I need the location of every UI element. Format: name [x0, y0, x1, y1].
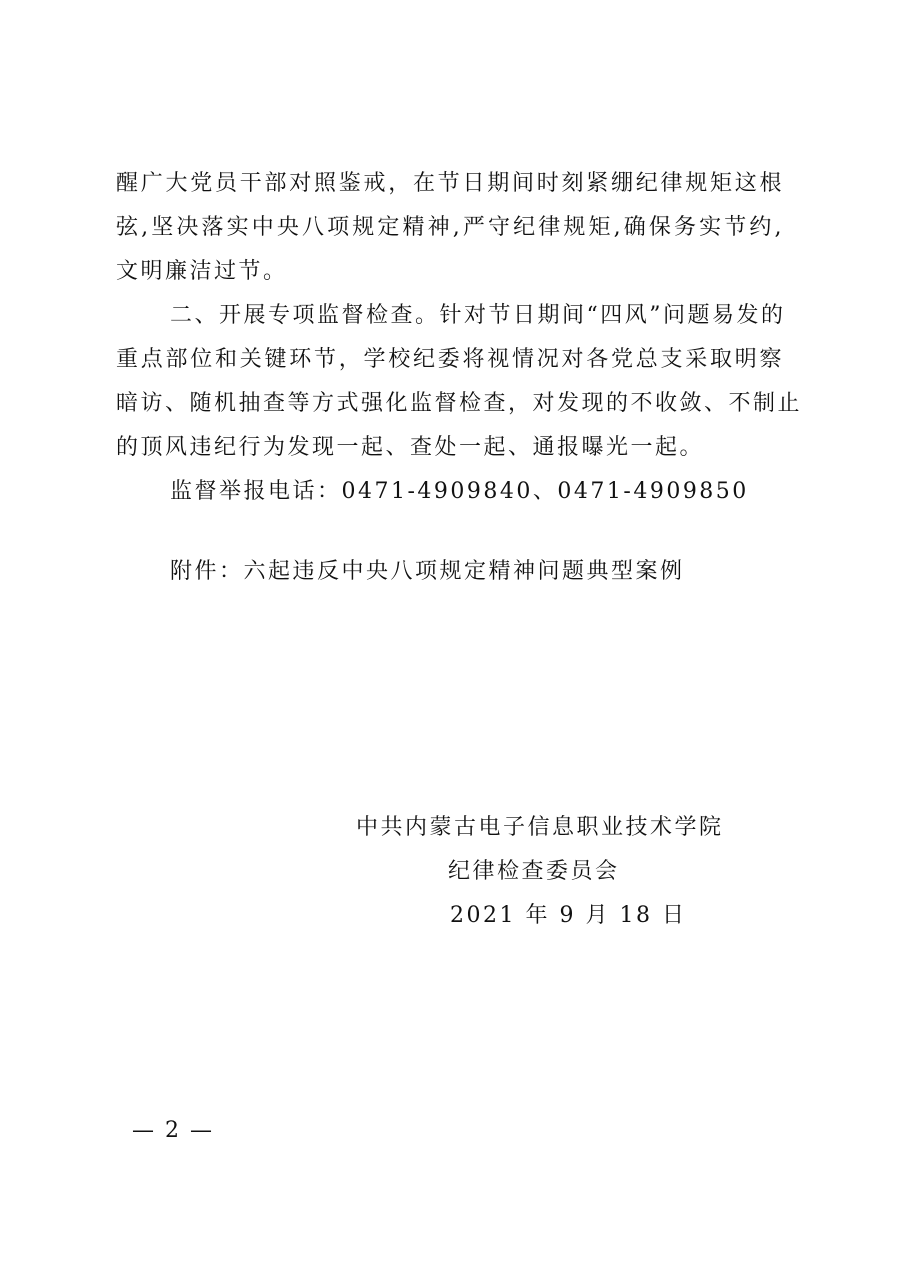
body-line-6: 暗访、随机抽查等方式强化监督检查，对发现的不收敛、不制止 [116, 391, 803, 416]
body-line-1: 醒广大党员干部对照鉴戒，在节日期间时刻紧绷纪律规矩这根 [116, 171, 784, 196]
section-heading-line: 二、开展专项监督检查。针对节日期间“四风”问题易发的 [170, 303, 786, 328]
page-number: — 2 — [132, 1118, 214, 1143]
signature-date: 2021 年 9 月 18 日 [450, 903, 687, 928]
signature-committee: 纪律检查委员会 [448, 859, 620, 884]
attachment-line: 附件：六起违反中央八项规定精神问题典型案例 [170, 559, 685, 584]
report-phone-line: 监督举报电话：0471-4909840、0471-4909850 [170, 479, 749, 504]
body-line-5: 重点部位和关键环节，学校纪委将视情况对各党总支采取明察 [116, 347, 784, 372]
signature-organization: 中共内蒙古电子信息职业技术学院 [356, 815, 724, 840]
body-line-7: 的顶风违纪行为发现一起、查处一起、通报曝光一起。 [116, 435, 705, 460]
body-line-3: 文明廉洁过节。 [116, 259, 288, 284]
body-line-2: 弦,坚决落实中央八项规定精神,严守纪律规矩,确保务实节约, [116, 215, 784, 240]
